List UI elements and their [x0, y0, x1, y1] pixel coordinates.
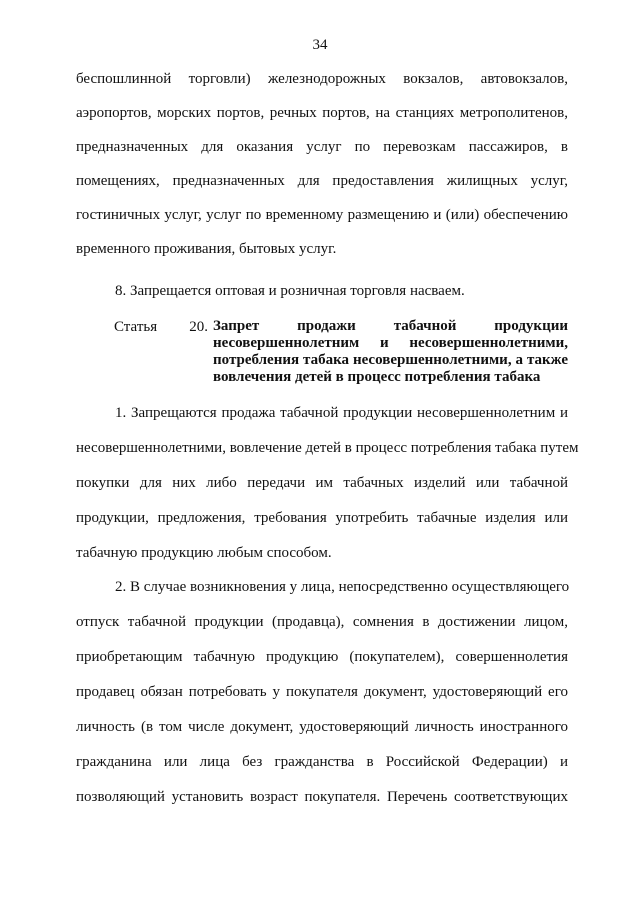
article-heading [114, 318, 568, 390]
text-line: помещениях, предназначенных для предоставления жилищных услуг, [76, 173, 568, 189]
text-line: 1. Запрещаются продажа табачной продукции несовершеннолетним и [115, 405, 568, 421]
text-line: 2. В случае возникновения у лица, непосредственно осуществляющего [115, 579, 570, 595]
paragraph-1 [76, 404, 579, 562]
text-line: приобретающим табачную продукцию (покупателем), совершеннолетия [76, 649, 568, 665]
article-title-line: Запрет продажи табачной продукции [213, 318, 568, 334]
article-title [213, 318, 568, 386]
text-line: продукции, предложения, требования употребить табачные изделия или [76, 510, 568, 526]
text-line: гостиничных услуг, услуг по временному размещению и (или) обеспечению [76, 207, 568, 223]
text-line: покупки для них либо передачи им табачных изделий или табачной [76, 475, 568, 491]
article-title-line: несовершеннолетним и несовершеннолетними, [213, 335, 568, 351]
text-line: табачную продукцию любым способом. [76, 545, 332, 561]
text-line: личность (в том числе документ, удостоверяющий личность иностранного [76, 719, 568, 735]
article-title-line: вовлечения детей в процесс потребления табака [213, 369, 541, 385]
text-line: отпуск табачной продукции (продавца), сомнения в достижении лицом, [76, 614, 568, 630]
page-number: 34 [312, 37, 328, 53]
text-line: предназначенных для оказания услуг по перевозкам пассажиров, в [76, 139, 568, 155]
text-line: беспошлинной торговли) железнодорожных вокзалов, автовокзалов, [76, 71, 568, 87]
text-line: аэропортов, морских портов, речных портов, на станциях метрополитенов, [76, 105, 568, 121]
article-title-line: потребления табака несовершеннолетними, а также [213, 352, 568, 368]
text-line: позволяющий установить возраст покупателя. Перечень соответствующих [76, 789, 568, 805]
paragraph-8 [76, 282, 568, 300]
text-line: гражданина или лица без гражданства в Российской Федерации) и [76, 754, 568, 770]
text-line: 8. Запрещается оптовая и розничная торговля насваем. [115, 283, 465, 299]
text-line: временного проживания, бытовых услуг. [76, 241, 337, 257]
paragraph-2 [76, 578, 568, 806]
text-line: несовершеннолетними, вовлечение детей в процесс потребления табака путем [76, 440, 579, 456]
text-line: продавец обязан потребовать у покупателя документ, удостоверяющий его [76, 684, 568, 700]
paragraph-continuation [76, 70, 568, 258]
article-label: Статья 20. [114, 319, 208, 335]
